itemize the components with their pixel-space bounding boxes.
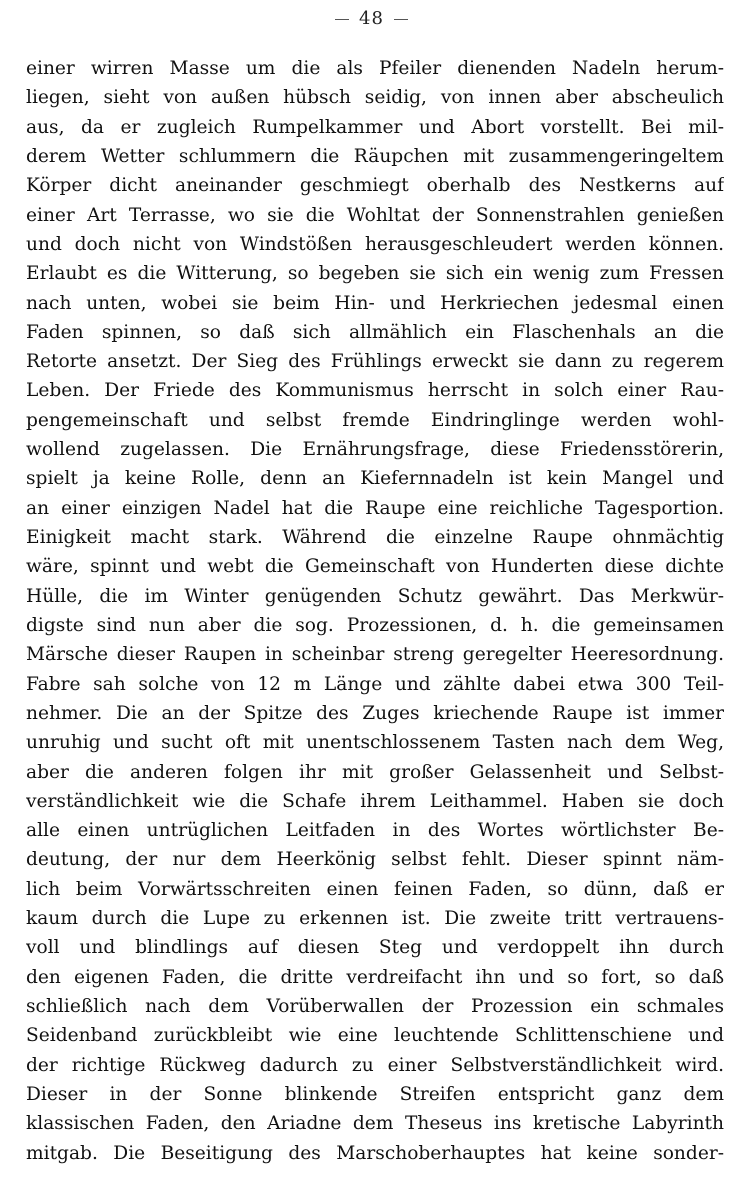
text-line: der richtige Rückweg dadurch zu einer Selbstverständlichkeit wird. (26, 1054, 724, 1076)
text-line: aus, da er zugleich Rumpelkammer und Abort vorstellt. Bei mil- (26, 116, 724, 138)
text-line: Faden spinnen, so daß sich allmählich ein Flaschenhals an die (26, 321, 724, 343)
text-line: Einigkeit macht stark. Während die einzelne Raupe ohnmächtig (26, 527, 724, 548)
text-line: Hülle, die im Winter genügenden Schutz gewährt. Das Merkwür- (26, 585, 724, 607)
text-line: an einer einzigen Nadel hat die Raupe eine reichliche Tagesportion. (26, 497, 724, 519)
text-line: den eigenen Faden, die dritte verdreifacht ihn und so fort, so daß (26, 966, 724, 988)
text-line: wäre, spinnt und webt die Gemeinschaft von Hunderten diese dichte (26, 556, 724, 578)
text-line: wollend zugelassen. Die Ernährungsfrage, diese Friedensstörerin, (26, 439, 724, 461)
text-line: einer Art Terrasse, wo sie die Wohltat der Sonnenstrahlen genießen (26, 204, 724, 226)
text-line: klassischen Faden, den Ariadne dem Theseus ins kretische Labyrinth (26, 1113, 724, 1135)
text-line: spielt ja keine Rolle, denn an Kiefernnadeln ist kein Mangel und (26, 468, 724, 490)
text-line: nehmer. Die an der Spitze des Zuges kriechende Raupe ist immer (26, 702, 724, 724)
text-line: Dieser in der Sonne blinkende Streifen entspricht ganz dem (26, 1083, 724, 1105)
page-number-right-dash (394, 19, 408, 20)
page-number-text: 48 (359, 8, 384, 29)
text-line: verständlichkeit wie die Schafe ihrem Leithammel. Haben sie doch (26, 790, 724, 812)
text-line: alle einen untrüglichen Leitfaden in des Wortes wörtlichster Be- (26, 820, 724, 842)
text-line: Leben. Der Friede des Kommunismus herrscht in solch einer Rau- (26, 380, 724, 402)
text-line: pengemeinschaft und selbst fremde Eindringlinge werden wohl- (26, 409, 724, 431)
text-line: Märsche dieser Raupen in scheinbar streng geregelter Heeresordnung. (26, 644, 724, 666)
text-line: aber die anderen folgen ihr mit großer Gelassenheit und Selbst- (26, 761, 724, 783)
text-line: unruhig und sucht oft mit unentschlossenem Tasten nach dem Weg, (26, 732, 724, 754)
text-line: Fabre sah solche von 12 m Länge und zählte dabei etwa 300 Teil- (26, 673, 724, 695)
text-line: und doch nicht von Windstößen herausgeschleudert werden können. (26, 233, 724, 255)
text-line: deutung, der nur dem Heerkönig selbst fehlt. Dieser spinnt näm- (26, 849, 724, 871)
text-line: lich beim Vorwärtsschreiten einen feinen Faden, so dünn, daß er (26, 878, 724, 900)
page-number-left-dash (335, 19, 349, 20)
text-line: Retorte ansetzt. Der Sieg des Frühlings erweckt sie dann zu regerem (26, 351, 724, 373)
text-line: liegen, sieht von außen hübsch seidig, von innen aber abscheulich (26, 87, 724, 109)
text-line: nach unten, wobei sie beim Hin- und Herkriechen jedesmal einen (26, 292, 724, 314)
text-line: Erlaubt es die Witterung, so begeben sie sich ein wenig zum Fressen (26, 263, 724, 285)
text-line: schließlich nach dem Vorüberwallen der Prozession ein schmales (26, 996, 724, 1017)
text-line: derem Wetter schlummern die Räupchen mit zusammengeringeltem (26, 145, 724, 167)
text-line: Seidenband zurückbleibt wie eine leuchtende Schlittenschiene und (26, 1025, 724, 1047)
text-line: kaum durch die Lupe zu erkennen ist. Die zweite tritt vertrauens- (26, 908, 724, 930)
text-line: einer wirren Masse um die als Pfeiler dienenden Nadeln herum- (26, 58, 724, 79)
text-line: mitgab. Die Beseitigung des Marschoberhauptes hat keine sonder- (26, 1142, 724, 1164)
body-text (26, 54, 724, 1168)
text-line: digste sind nun aber die sog. Prozessionen, d. h. die gemeinsamen (26, 614, 724, 636)
text-line: Körper dicht aneinander geschmiegt oberhalb des Nestkerns auf (26, 175, 724, 197)
page-number (0, 8, 743, 29)
text-line: voll und blindlings auf diesen Steg und verdoppelt ihn durch (26, 937, 724, 959)
